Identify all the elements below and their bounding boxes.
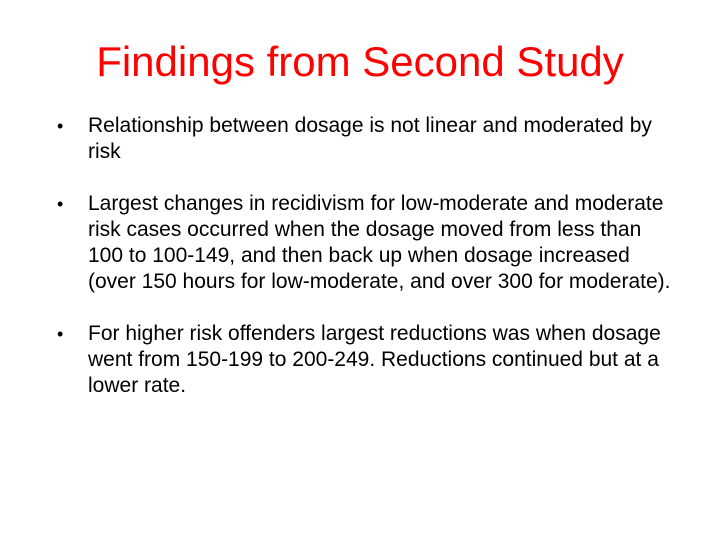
bullet-marker: •: [57, 324, 64, 344]
bullet-marker: •: [57, 194, 64, 214]
bullet-item-3: [57, 321, 677, 399]
bullet-marker: •: [57, 116, 64, 136]
bullet-text: Largest changes in recidivism for low-moderate and moderate risk cases occurred when the dosage moved from less than 100 to 100-149, and then back up when dosage increased (over 150 hours for low-moderate, and over 300 for moderate).: [88, 192, 671, 293]
slide-title: Findings from Second Study: [96, 38, 624, 85]
bullet-list: [57, 113, 677, 425]
bullet-item-1: [57, 113, 677, 165]
bullet-text: Relationship between dosage is not linear and moderated by risk: [88, 114, 652, 163]
bullet-text: For higher risk offenders largest reductions was when dosage went from 150-199 to 200-249. Reductions continued but at a lower rate.: [88, 322, 661, 397]
bullet-item-2: [57, 191, 677, 295]
